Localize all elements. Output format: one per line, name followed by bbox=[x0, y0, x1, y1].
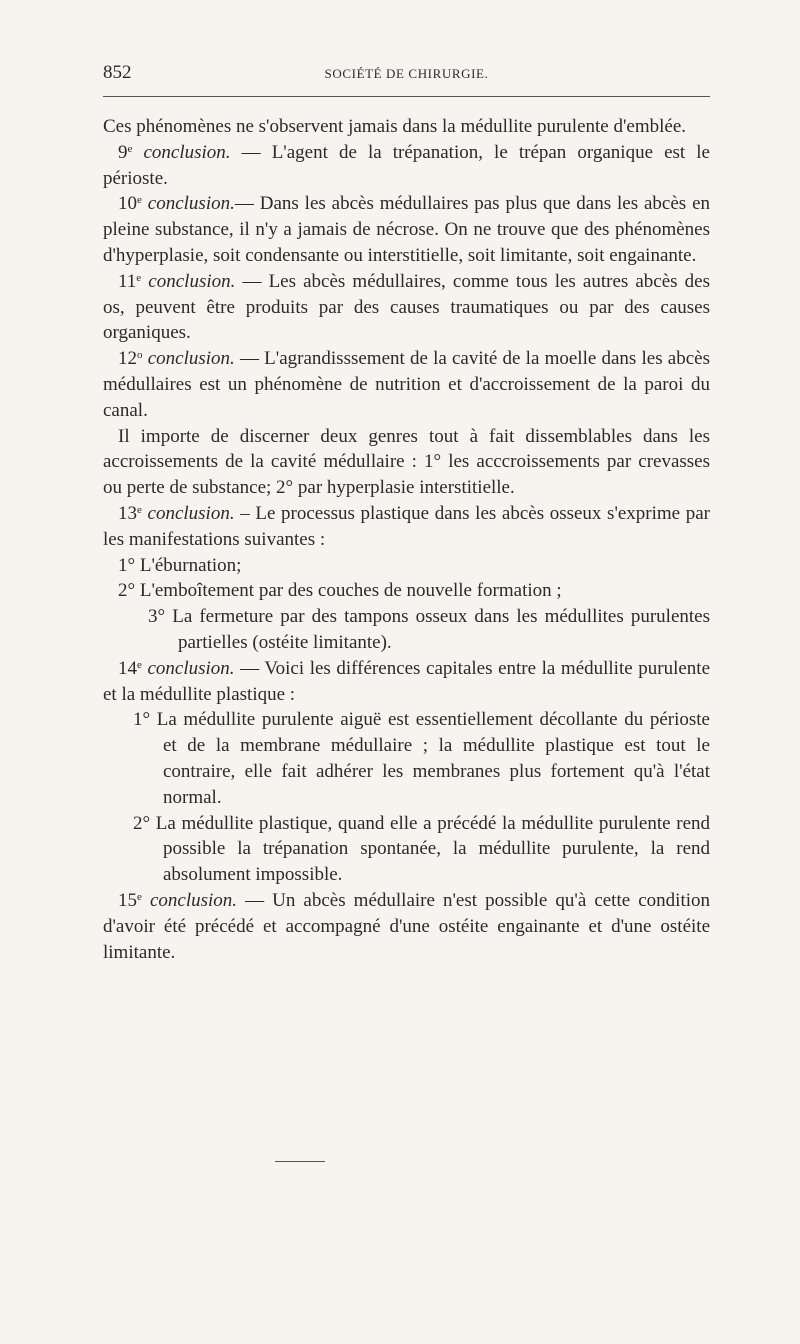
conclusion-label: conclusion. bbox=[143, 141, 231, 163]
conclusion-text: — Voici les différences capitales entre la médullite purulente et la médullite plastique : bbox=[103, 657, 711, 705]
conclusion-number: 12 bbox=[118, 348, 137, 370]
conclusion-label: conclusion. bbox=[147, 348, 235, 370]
conclusion-10 bbox=[103, 191, 710, 268]
conclusion-text: — L'agent de la trépanation, le trépan organique est le périoste. bbox=[103, 141, 710, 189]
conclusion-number: 14 bbox=[118, 657, 137, 679]
page-body bbox=[103, 114, 710, 965]
ordinal-suffix: e bbox=[137, 503, 142, 516]
conclusion-text: — L'agrandisssement de la cavité de la moelle dans les abcès médullaires est un phénomène de nutrition et d'accroissement de la paroi du canal. bbox=[103, 348, 710, 421]
conclusion-number: 15 bbox=[118, 889, 137, 911]
list-item: 2° La médullite plastique, quand elle a précédé la médullite purulente rend possible la trépanation spontanée, la médullite purulente, la rend absolument impossible. bbox=[133, 812, 710, 886]
conclusion-text: — Un abcès médullaire n'est possible qu'à cette condition d'avoir été précédé et accompagné d'une ostéite engainante et d'une ostéite limitante. bbox=[103, 889, 710, 963]
conclusion-label: conclusion. bbox=[147, 193, 235, 215]
conclusion-number: 10 bbox=[118, 193, 137, 215]
page-number: 852 bbox=[103, 62, 132, 83]
conclusion-12 bbox=[103, 346, 710, 423]
running-title: SOCIÉTÉ DE CHIRURGIE. bbox=[324, 66, 489, 81]
ordinal-suffix: e bbox=[137, 658, 142, 671]
conclusion-text: — Les abcès médullaires, comme tous les autres abcès des os, peuvent être produits par des causes traumatiques ou par des causes organiques. bbox=[103, 270, 710, 344]
ordinal-suffix: e bbox=[127, 142, 133, 155]
conclusion-number: 13 bbox=[118, 502, 137, 524]
conclusion-14 bbox=[103, 656, 710, 708]
conclusion-number: 9 bbox=[118, 141, 128, 163]
conclusion-label: conclusion. bbox=[148, 270, 236, 292]
list-item: 1° La médullite purulente aiguë est essentiellement décollante du périoste et de la membrane médullaire ; la médullite plastique est tout le contraire, elle fait adhérer les membranes plus fortement qu'à l'état normal. bbox=[133, 709, 710, 808]
paragraph-accroissements: Il importe de discerner deux genres tout à fait dissemblables dans les accroissements de la cavité médullaire : 1° les acccroissements par crevasses ou perte de substance; 2° par hyperplasie interstitielle. bbox=[103, 425, 710, 499]
end-rule bbox=[275, 1161, 325, 1162]
page-header bbox=[103, 62, 710, 88]
list-item: 1° L'éburnation; bbox=[118, 554, 242, 576]
conclusion-number: 11 bbox=[118, 270, 137, 292]
conclusion-11 bbox=[103, 269, 710, 346]
conclusion-15 bbox=[103, 888, 710, 965]
ordinal-suffix: o bbox=[137, 349, 143, 362]
ordinal-suffix: e bbox=[136, 271, 142, 284]
conclusion-label: conclusion. bbox=[149, 889, 238, 911]
header-rule bbox=[103, 96, 710, 97]
conclusion-text: — Dans les abcès médullaires pas plus que dans les abcès en pleine substance, il n'y a jamais de nécrose. On ne trouve que des phénomènes d'hyperplasie, soit condensante ou interstitielle, soit limitante, soit engainante. bbox=[103, 193, 711, 266]
list-item: 3° La fermeture par des tampons osseux dans les médullites purulentes partielles (ostéite limitante). bbox=[148, 606, 710, 653]
conclusion-text: – Le processus plastique dans les abcès osseux s'exprime par les manifestations suivantes : bbox=[103, 502, 711, 550]
ordinal-suffix: e bbox=[137, 890, 142, 903]
conclusion-label: conclusion. bbox=[147, 502, 235, 524]
conclusion-9 bbox=[103, 140, 710, 192]
paragraph-intro: Ces phénomènes ne s'observent jamais dans la médullite purulente d'emblée. bbox=[103, 116, 687, 137]
conclusion-label: conclusion. bbox=[147, 657, 235, 679]
ordinal-suffix: e bbox=[137, 194, 142, 207]
list-item: 2° L'emboîtement par des couches de nouvelle formation ; bbox=[118, 580, 562, 602]
conclusion-13 bbox=[103, 501, 710, 553]
